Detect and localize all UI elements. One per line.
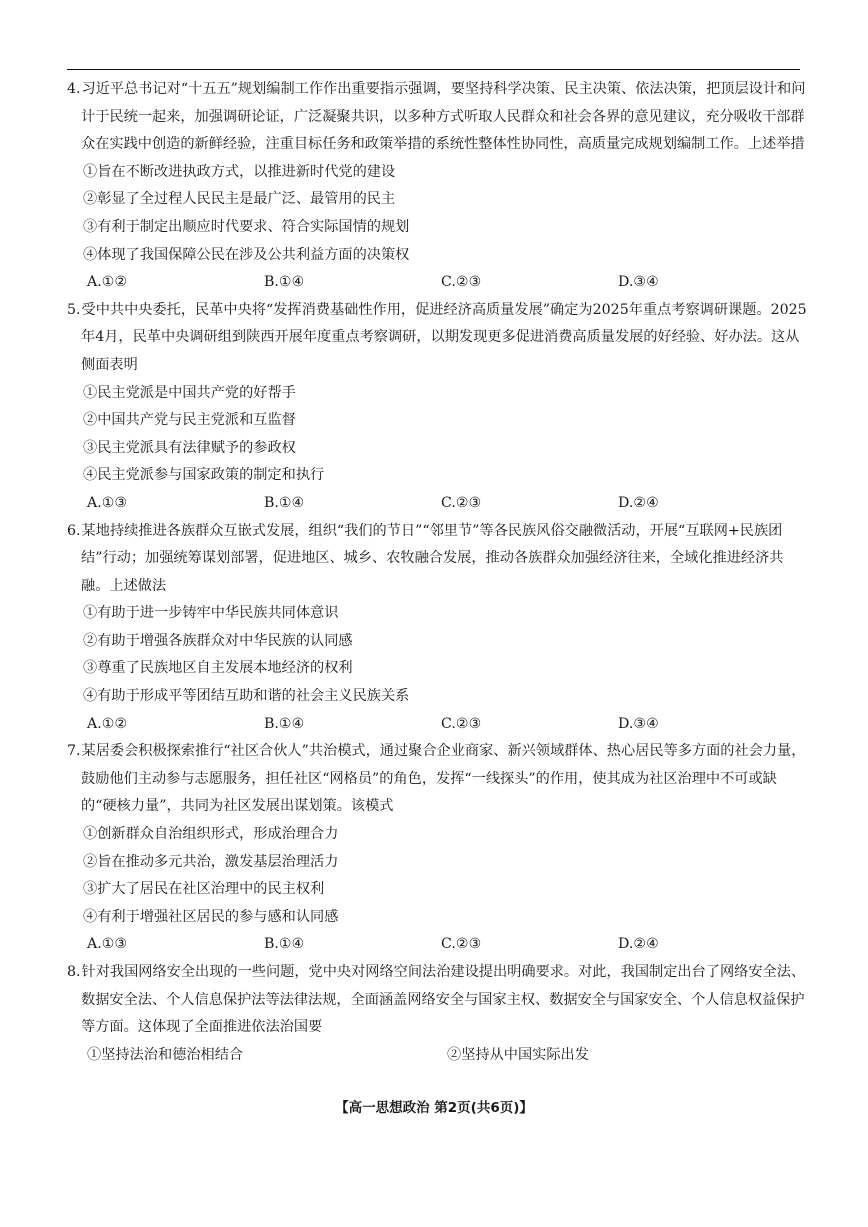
option-a: A.①③: [87, 936, 128, 953]
page-footer: 【高一思想政治 第2页(共6页)】: [335, 1100, 533, 1116]
option-a: A.①②: [87, 715, 128, 732]
option-b: B.①④: [264, 715, 305, 732]
statement: ①坚持法治和德治相结合: [87, 1046, 244, 1063]
question-7: [67, 738, 807, 959]
statement: ③尊重了民族地区自主发展本地经济的权利: [83, 660, 353, 677]
question-7-stem: 7.某居委会积极探索推行“社区合伙人”共治模式，通过聚合企业商家、新兴领域群体、热心居民等多方面的社会力量，鼓励他们主动参与志愿服务，担任社区“网格员”的角色，发挥“一线探头”的作用，使其成为社区治理中不可或缺的“硬核力量”，共同为社区发展出谋划策。该模式: [67, 743, 806, 815]
statement: ②中国共产党与民主党派和互监督: [83, 412, 296, 429]
statement: ③民主党派具有法律赋予的参政权: [83, 439, 296, 456]
statement: ②坚持从中国实际出发: [447, 1046, 589, 1063]
statement: ③扩大了居民在社区治理中的民主权利: [83, 881, 325, 898]
answer-options: [87, 490, 807, 518]
option-d: D.③④: [618, 715, 659, 732]
question-5: [67, 297, 807, 518]
statement: ①创新群众自治组织形式，形成治理合力: [83, 826, 339, 843]
statement: ①旨在不断改进执政方式，以推进新时代党的建设: [83, 163, 396, 180]
option-d: D.②④: [618, 936, 659, 953]
statement: ②旨在推动多元共治，激发基层治理活力: [83, 853, 339, 870]
question-6: [67, 518, 807, 739]
exam-page-content: [67, 76, 807, 1069]
option-c: C.②③: [441, 494, 482, 511]
question-8-stem: 8.针对我国网络安全出现的一些问题，党中央对网络空间法治建设提出明确要求。对此，我国制定出台了网络安全法、数据安全法、个人信息保护法等法律法规，全面涵盖网络安全与国家主权、数据安全与国家安全、个人信息权益保护等方面。这体现了全面推进依法治国要: [67, 964, 806, 1036]
statement: ①有助于进一步铸牢中华民族共同体意识: [83, 605, 339, 622]
option-a: A.①③: [87, 494, 128, 511]
answer-options: [87, 931, 807, 959]
statement: ③有利于制定出顺应时代要求、符合实际国情的规划: [83, 218, 410, 235]
question-5-stem: 5.受中共中央委托，民革中央将“发挥消费基础性作用，促进经济高质量发展”确定为2025年重点考察调研课题。2025年4月，民革中央调研组到陕西开展年度重点考察调研，以期发现更多促进消费高质量发展的好经验、好办法。这从侧面表明: [67, 301, 807, 373]
option-b: B.①④: [264, 936, 305, 953]
option-c: C.②③: [441, 274, 482, 291]
statement: ②彰显了全过程人民民主是最广泛、最管用的民主: [83, 191, 396, 208]
question-6-stem: 6.某地持续推进各族群众互嵌式发展，组织“我们的节日”“邻里节”等各民族风俗交融微活动，开展“互联网+民族团结”行动；加强统筹谋划部署，促进地区、城乡、农牧融合发展，推动各族群众加强经济往来，全域化推进经济共融。上述做法: [67, 522, 784, 594]
answer-options: [87, 711, 807, 739]
statement: ②有助于增强各族群众对中华民族的认同感: [83, 632, 353, 649]
option-c: C.②③: [441, 715, 482, 732]
option-b: B.①④: [264, 274, 305, 291]
option-d: D.③④: [618, 274, 659, 291]
option-d: D.②④: [618, 494, 659, 511]
option-b: B.①④: [264, 494, 305, 511]
statement: ④民主党派参与国家政策的制定和执行: [83, 467, 325, 484]
statement: ④有助于形成平等团结互助和谐的社会主义民族关系: [83, 688, 410, 705]
statement: ①民主党派是中国共产党的好帮手: [83, 384, 296, 401]
question-8: [67, 959, 807, 1069]
question-4-stem: 4.习近平总书记对“十五五”规划编制工作作出重要指示强调，要坚持科学决策、民主决策、依法决策，把顶层设计和问计于民统一起来，加强调研论证，广泛凝聚共识，以多种方式听取人民群众和社会各界的意见建议，充分吸收干部群众在实践中创造的新鲜经验，注重目标任务和政策举措的系统性整体性协同性，高质量完成规划编制工作。上述举措: [67, 81, 806, 153]
top-rule: [67, 69, 800, 70]
statement: ④有利于增强社区居民的参与感和认同感: [83, 908, 339, 925]
option-a: A.①②: [87, 274, 128, 291]
option-c: C.②③: [441, 936, 482, 953]
question-4: [67, 76, 807, 297]
statement-row: [87, 1042, 807, 1070]
answer-options: [87, 269, 807, 297]
statement: ④体现了我国保障公民在涉及公共利益方面的决策权: [83, 246, 410, 263]
